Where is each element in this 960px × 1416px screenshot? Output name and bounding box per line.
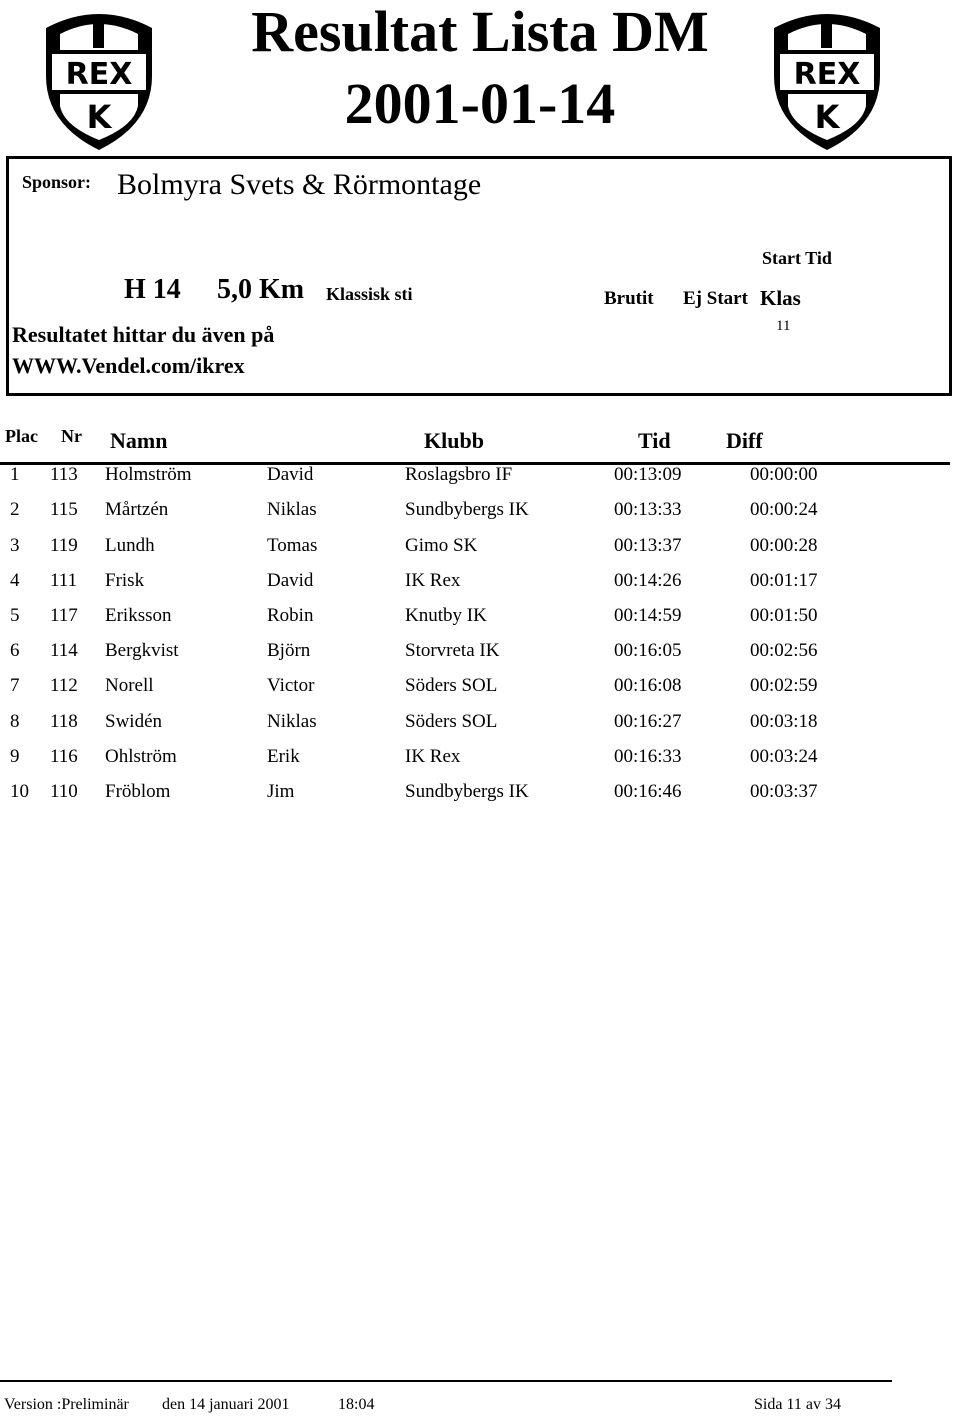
diff-cell: 00:03:24 [750, 746, 818, 767]
column-header-tid: Tid [638, 428, 671, 453]
club-cell: Gimo SK [405, 535, 478, 556]
svg-text:REX: REX [65, 57, 133, 92]
column-header-namn: Namn [110, 428, 168, 453]
diff-cell: 00:00:28 [750, 535, 818, 556]
table-row [0, 499, 960, 534]
plac-cell: 10 [10, 781, 29, 802]
page-date: 2001-01-14 [344, 71, 616, 136]
nr-cell: 112 [50, 675, 78, 696]
last-name-cell: Holmström [105, 464, 192, 485]
sponsor-name: Bolmyra Svets & Rörmontage [117, 168, 482, 201]
first-name-cell: David [267, 570, 314, 591]
last-name-cell: Swidén [105, 711, 162, 732]
club-cell: Sundbybergs IK [405, 499, 529, 520]
web-url: WWW.Vendel.com/ikrex [12, 353, 245, 378]
column-header-diff: Diff [726, 428, 763, 453]
club-cell: Roslagsbro IF [405, 464, 513, 485]
race-distance: 5,0 Km [217, 274, 305, 305]
time-cell: 00:16:27 [614, 711, 682, 732]
first-name-cell: Tomas [267, 535, 318, 556]
table-row [0, 746, 960, 781]
first-name-cell: David [267, 464, 314, 485]
plac-cell: 8 [10, 711, 20, 732]
first-name-cell: Niklas [267, 711, 317, 732]
svg-text:K: K [86, 98, 112, 136]
nr-cell: 118 [50, 711, 78, 732]
svg-text:K: K [814, 98, 840, 136]
time-cell: 00:13:33 [614, 499, 682, 520]
club-cell: IK Rex [405, 746, 461, 767]
table-row [0, 570, 960, 605]
club-cell: Knutby IK [405, 605, 487, 626]
plac-cell: 9 [10, 746, 20, 767]
nr-cell: 111 [50, 570, 78, 591]
nr-cell: 110 [50, 781, 78, 802]
table-row [0, 675, 960, 710]
last-name-cell: Bergkvist [105, 640, 179, 661]
first-name-cell: Robin [267, 605, 314, 626]
last-name-cell: Norell [105, 675, 154, 696]
time-cell: 00:14:59 [614, 605, 682, 626]
last-name-cell: Eriksson [105, 605, 172, 626]
nr-cell: 113 [50, 464, 78, 485]
first-name-cell: Niklas [267, 499, 317, 520]
column-header-klubb: Klubb [424, 428, 484, 453]
footer-version: Version :Preliminär [4, 1396, 129, 1413]
plac-cell: 1 [10, 464, 20, 485]
club-cell: Söders SOL [405, 675, 498, 696]
club-cell: Sundbybergs IK [405, 781, 529, 802]
footer-divider [0, 1380, 892, 1382]
plac-cell: 7 [10, 675, 20, 696]
class-code: H 14 [124, 274, 181, 305]
first-name-cell: Jim [267, 781, 295, 802]
nr-cell: 117 [50, 605, 78, 626]
plac-cell: 4 [10, 570, 20, 591]
footer-date: den 14 januari 2001 [162, 1396, 290, 1413]
column-header-nr: Nr [61, 426, 82, 446]
time-cell: 00:16:08 [614, 675, 682, 696]
plac-cell: 6 [10, 640, 20, 661]
table-row [0, 535, 960, 570]
time-cell: 00:14:26 [614, 570, 682, 591]
footer-page: Sida 11 av 34 [754, 1396, 841, 1413]
diff-cell: 00:01:50 [750, 605, 818, 626]
klas-label: Klas [760, 286, 801, 310]
nr-cell: 119 [50, 535, 78, 556]
footer-time: 18:04 [338, 1396, 375, 1413]
table-row [0, 605, 960, 640]
first-name-cell: Björn [267, 640, 311, 661]
diff-cell: 00:03:18 [750, 711, 818, 732]
last-name-cell: Mårtzén [105, 499, 169, 520]
club-cell: Söders SOL [405, 711, 498, 732]
time-cell: 00:13:09 [614, 464, 682, 485]
web-info-text: Resultatet hittar du även på [12, 322, 275, 347]
club-cell: IK Rex [405, 570, 461, 591]
table-row [0, 640, 960, 675]
klas-value: 11 [776, 318, 791, 334]
plac-cell: 5 [10, 605, 20, 626]
svg-text:REX: REX [793, 57, 861, 92]
last-name-cell: Frisk [105, 570, 145, 591]
diff-cell: 00:01:17 [750, 570, 818, 591]
first-name-cell: Victor [267, 675, 315, 696]
diff-cell: 00:00:00 [750, 464, 818, 485]
last-name-cell: Fröblom [105, 781, 171, 802]
plac-cell: 2 [10, 499, 20, 520]
diff-cell: 00:00:24 [750, 499, 818, 520]
first-name-cell: Erik [267, 746, 300, 767]
sponsor-label: Sponsor: [22, 172, 92, 192]
diff-cell: 00:02:59 [750, 675, 818, 696]
brutit-label: Brutit [604, 288, 654, 309]
nr-cell: 115 [50, 499, 78, 520]
time-cell: 00:13:37 [614, 535, 682, 556]
time-cell: 00:16:46 [614, 781, 682, 802]
club-cell: Storvreta IK [405, 640, 500, 661]
time-cell: 00:16:05 [614, 640, 682, 661]
start-tid-label: Start Tid [762, 248, 832, 268]
last-name-cell: Ohlström [105, 746, 177, 767]
nr-cell: 116 [50, 746, 78, 767]
diff-cell: 00:03:37 [750, 781, 818, 802]
time-cell: 00:16:33 [614, 746, 682, 767]
table-row [0, 464, 960, 499]
page-title: Resultat Lista DM [251, 0, 709, 64]
race-technique: Klassisk sti [326, 284, 413, 304]
ej-start-label: Ej Start [683, 288, 748, 309]
plac-cell: 3 [10, 535, 20, 556]
column-header-plac: Plac [5, 426, 38, 446]
last-name-cell: Lundh [105, 535, 155, 556]
diff-cell: 00:02:56 [750, 640, 818, 661]
table-row [0, 781, 960, 816]
nr-cell: 114 [50, 640, 78, 661]
table-row [0, 711, 960, 746]
